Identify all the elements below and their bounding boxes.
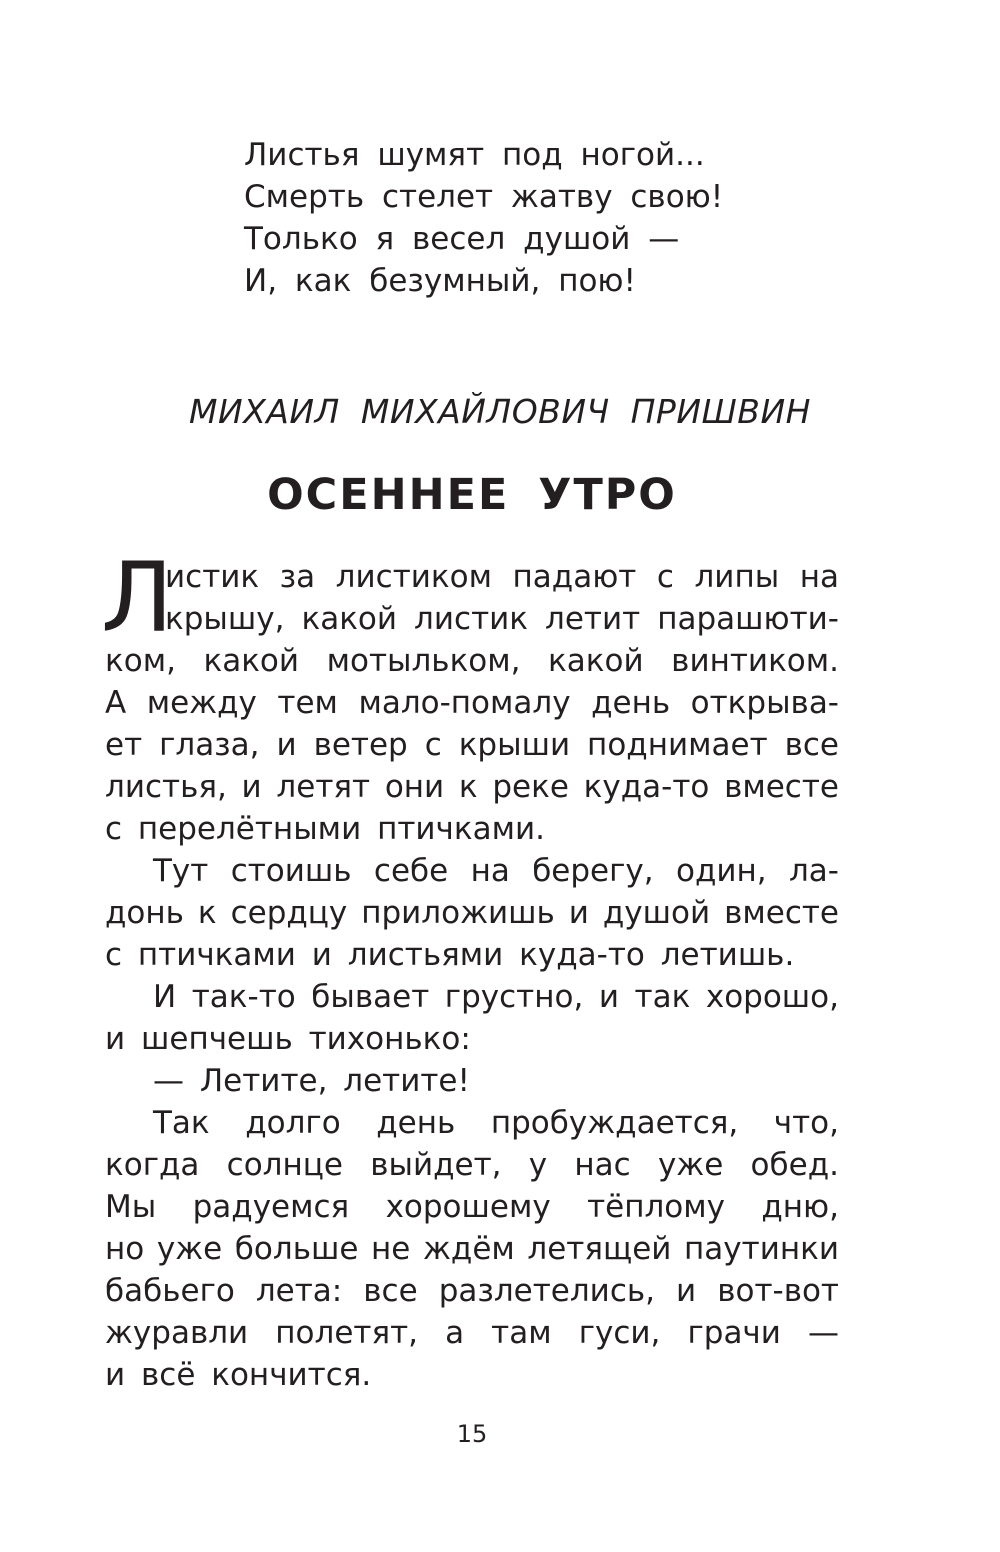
text-line: А между тем мало-помалу день открыва- xyxy=(105,685,839,721)
text-line: крышу, какой листик летит парашюти- xyxy=(165,601,839,637)
poem-line: И, как безумный, пою! xyxy=(244,263,636,299)
author-name: МИХАИЛ МИХАЙЛОВИЧ ПРИШВИН xyxy=(189,392,811,431)
story-text xyxy=(101,542,839,1396)
text-line: и шепчешь тихонько: xyxy=(105,1021,471,1057)
poem-line: Листья шумят под ногой... xyxy=(244,137,705,173)
text-line: Мы радуемся хорошему тёплому дню, xyxy=(105,1189,839,1225)
page-number: 15 xyxy=(456,1420,488,1448)
text-line: Тут стоишь себе на берегу, один, ла- xyxy=(153,853,839,889)
text-line: ет глаза, и ветер с крыши поднимает все xyxy=(105,727,839,763)
text-line: когда солнце выйдет, у нас уже обед. xyxy=(105,1147,839,1183)
text-line: листья, и летят они к реке куда-то вместе xyxy=(105,769,839,805)
text-line: донь к сердцу приложишь и душой вместе xyxy=(105,895,839,931)
text-line: бабьего лета: все разлетелись, и вот-вот xyxy=(105,1273,839,1309)
text-line: с перелётными птичками. xyxy=(105,811,545,847)
text-line: истик за листиком падают с липы на xyxy=(165,559,839,595)
poem-stanza xyxy=(244,134,723,302)
text-line: и всё кончится. xyxy=(105,1357,372,1393)
text-line: но уже больше не ждём летящей паутинки xyxy=(105,1231,839,1267)
text-line: Так долго день пробуждается, что, xyxy=(153,1105,839,1141)
poem-line: Смерть стелет жатву свою! xyxy=(244,179,724,215)
drop-cap: Л xyxy=(101,542,174,654)
text-line: ком, какой мотыльком, какой винтиком. xyxy=(105,643,839,679)
text-line: с птичками и листьями куда-то летишь. xyxy=(105,937,795,973)
text-line: — Летите, летите! xyxy=(153,1063,470,1099)
poem-line: Только я весел душой — xyxy=(244,221,680,257)
story-title: ОСЕННЕЕ УТРО xyxy=(267,470,677,520)
text-line: И так-то бывает грустно, и так хорошо, xyxy=(153,979,839,1015)
text-line: журавли полетят, а там гуси, грачи — xyxy=(105,1315,839,1351)
